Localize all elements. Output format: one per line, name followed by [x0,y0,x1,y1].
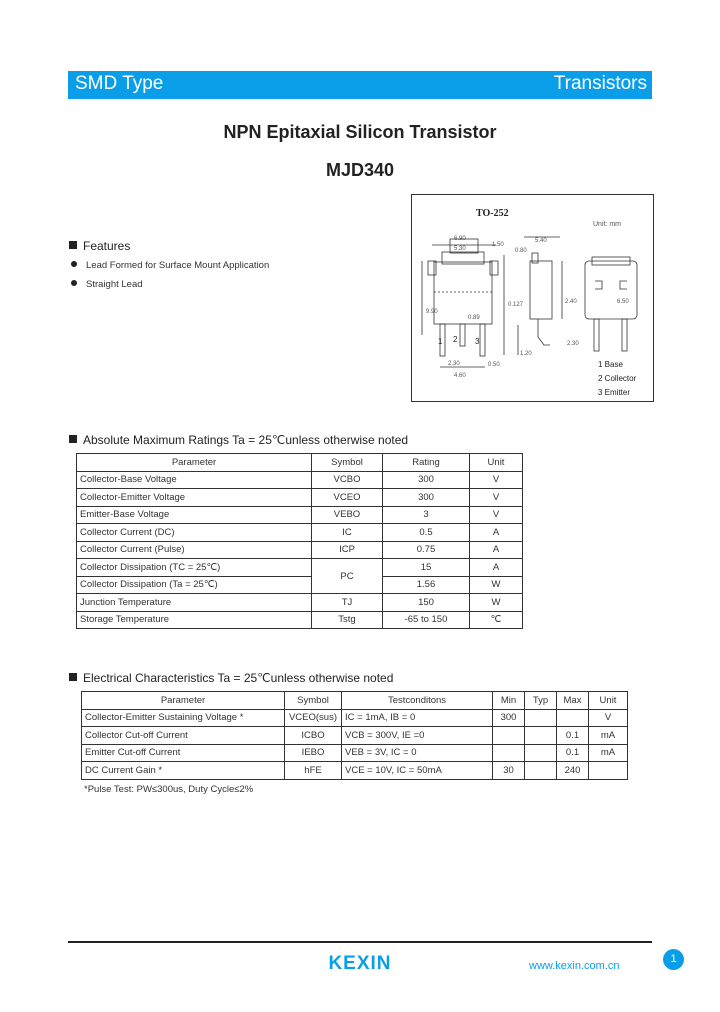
table-row [77,541,523,559]
dim-label: 2.40 [565,299,577,305]
dim-label: 4.60 [454,373,466,379]
min-cell [493,727,525,745]
symbol-cell: VCEO(sus) [285,709,342,727]
min-cell: 30 [493,762,525,780]
param-cell: Emitter-Base Voltage [77,506,312,524]
dim-label: 9.90 [426,309,438,315]
table-row [77,489,523,507]
symbol-cell: VCEO [312,489,383,507]
max-cell: 240 [557,762,589,780]
column-header: Testconditons [342,692,493,710]
unit-cell: V [470,506,523,524]
pulse-test-note: *Pulse Test: PW≤300us, Duty Cycle≤2% [84,784,254,795]
param-cell: Collector Dissipation (TC = 25℃) [77,559,312,577]
rating-cell: -65 to 150 [383,611,470,629]
rating-cell: 300 [383,489,470,507]
dim-label: 2.30 [448,361,460,367]
max-cell: 0.1 [557,744,589,762]
table-row [82,762,628,780]
category-label: SMD Type [75,73,164,94]
pin-number: 1 [438,337,443,346]
param-cell: Storage Temperature [77,611,312,629]
elec-heading: Electrical Characteristics Ta = 25℃unless otherwise noted [69,671,393,685]
table-header-row [77,454,523,472]
symbol-cell: hFE [285,762,342,780]
symbol-cell: VCBO [312,471,383,489]
condition-cell: VCB = 300V, IE =0 [342,727,493,745]
param-cell: Junction Temperature [77,594,312,612]
dim-label: 6.50 [617,299,629,305]
param-cell: Collector-Emitter Sustaining Voltage * [82,709,285,727]
column-header: Symbol [312,454,383,472]
rating-cell: 1.56 [383,576,470,594]
param-cell: DC Current Gain * [82,762,285,780]
website-link[interactable]: www.kexin.com.cn [529,960,620,972]
rating-cell: 0.5 [383,524,470,542]
unit-cell: mA [589,744,628,762]
round-bullet-icon [71,280,77,286]
dim-label: 5.30 [454,246,466,252]
unit-label: Unit: mm [593,221,621,228]
pin-number: 3 [475,337,480,346]
column-header: Rating [383,454,470,472]
kexin-logo: KEXIN [328,953,392,974]
round-bullet-icon [71,261,77,267]
table-row [82,727,628,745]
dim-label: 2.30 [567,341,579,347]
typ-cell [525,762,557,780]
table-row [77,594,523,612]
param-cell: Collector-Emitter Voltage [77,489,312,507]
symbol-cell: PC [312,559,383,594]
table-row [77,576,523,594]
symbol-cell: IC [312,524,383,542]
unit-cell: A [470,559,523,577]
elec-table [81,691,628,780]
square-bullet-icon [69,673,77,681]
param-cell: Collector Cut-off Current [82,727,285,745]
product-type-label: Transistors [553,73,647,94]
pin-label-base: 1 Base [598,360,623,369]
footer-divider [68,941,652,943]
dim-label: 0.127 [508,302,524,308]
table-header-row [82,692,628,710]
column-header: Parameter [77,454,312,472]
min-cell: 300 [493,709,525,727]
abs-max-heading: Absolute Maximum Ratings Ta = 25℃unless otherwise noted [69,433,408,447]
column-header: Parameter [82,692,285,710]
symbol-cell: TJ [312,594,383,612]
features-heading: Features [69,239,130,253]
condition-cell: IC = 1mA, IB = 0 [342,709,493,727]
column-header: Unit [470,454,523,472]
unit-cell: V [470,489,523,507]
param-cell: Emitter Cut-off Current [82,744,285,762]
unit-cell: W [470,576,523,594]
column-header: Unit [589,692,628,710]
document-title: NPN Epitaxial Silicon Transistor [223,122,497,142]
feature-item: Straight Lead [71,279,143,290]
table-row [77,611,523,629]
pin-number: 2 [453,335,458,344]
param-cell: Collector Current (DC) [77,524,312,542]
unit-cell: W [470,594,523,612]
dim-label: 1.20 [520,351,532,357]
dim-label: 1.50 [492,242,504,248]
symbol-cell: Tstg [312,611,383,629]
unit-cell: V [589,709,628,727]
table-row [77,559,523,577]
dim-label: 0.50 [488,362,500,368]
package-outline-drawing [411,194,654,402]
typ-cell [525,744,557,762]
symbol-cell: ICP [312,541,383,559]
unit-cell: ℃ [470,611,523,629]
column-header: Max [557,692,589,710]
condition-cell: VCE = 10V, IC = 50mA [342,762,493,780]
unit-cell: V [470,471,523,489]
dim-label: 0.89 [468,315,480,321]
table-row [77,506,523,524]
header-banner [68,71,652,99]
table-row [82,744,628,762]
rating-cell: 15 [383,559,470,577]
dim-label: 0.80 [515,248,527,254]
symbol-cell: VEBO [312,506,383,524]
table-row [77,524,523,542]
square-bullet-icon [69,435,77,443]
param-cell: Collector-Base Voltage [77,471,312,489]
rating-cell: 150 [383,594,470,612]
table-row [77,471,523,489]
rating-cell: 3 [383,506,470,524]
typ-cell [525,709,557,727]
column-header: Min [493,692,525,710]
rating-cell: 0.75 [383,541,470,559]
max-cell: 0.1 [557,727,589,745]
pin-label-emitter: 3 Emitter [598,388,631,397]
min-cell [493,744,525,762]
column-header: Typ [525,692,557,710]
page-number-badge: 1 [663,949,684,970]
table-row [82,709,628,727]
param-cell: Collector Current (Pulse) [77,541,312,559]
rating-cell: 300 [383,471,470,489]
unit-cell [589,762,628,780]
package-name: TO-252 [476,208,509,219]
part-number: MJD340 [325,160,395,180]
symbol-cell: ICBO [285,727,342,745]
pin-label-collector: 2 Collector [598,374,637,383]
dim-label: 6.90 [454,236,466,242]
column-header: Symbol [285,692,342,710]
dim-label: 5.40 [535,238,547,244]
unit-cell: A [470,541,523,559]
unit-cell: A [470,524,523,542]
typ-cell [525,727,557,745]
feature-item: Lead Formed for Surface Mount Application [71,260,269,271]
condition-cell: VEB = 3V, IC = 0 [342,744,493,762]
symbol-cell: IEBO [285,744,342,762]
max-cell [557,709,589,727]
unit-cell: mA [589,727,628,745]
square-bullet-icon [69,241,77,249]
param-cell: Collector Dissipation (Ta = 25℃) [77,576,312,594]
abs-max-table [76,453,523,629]
